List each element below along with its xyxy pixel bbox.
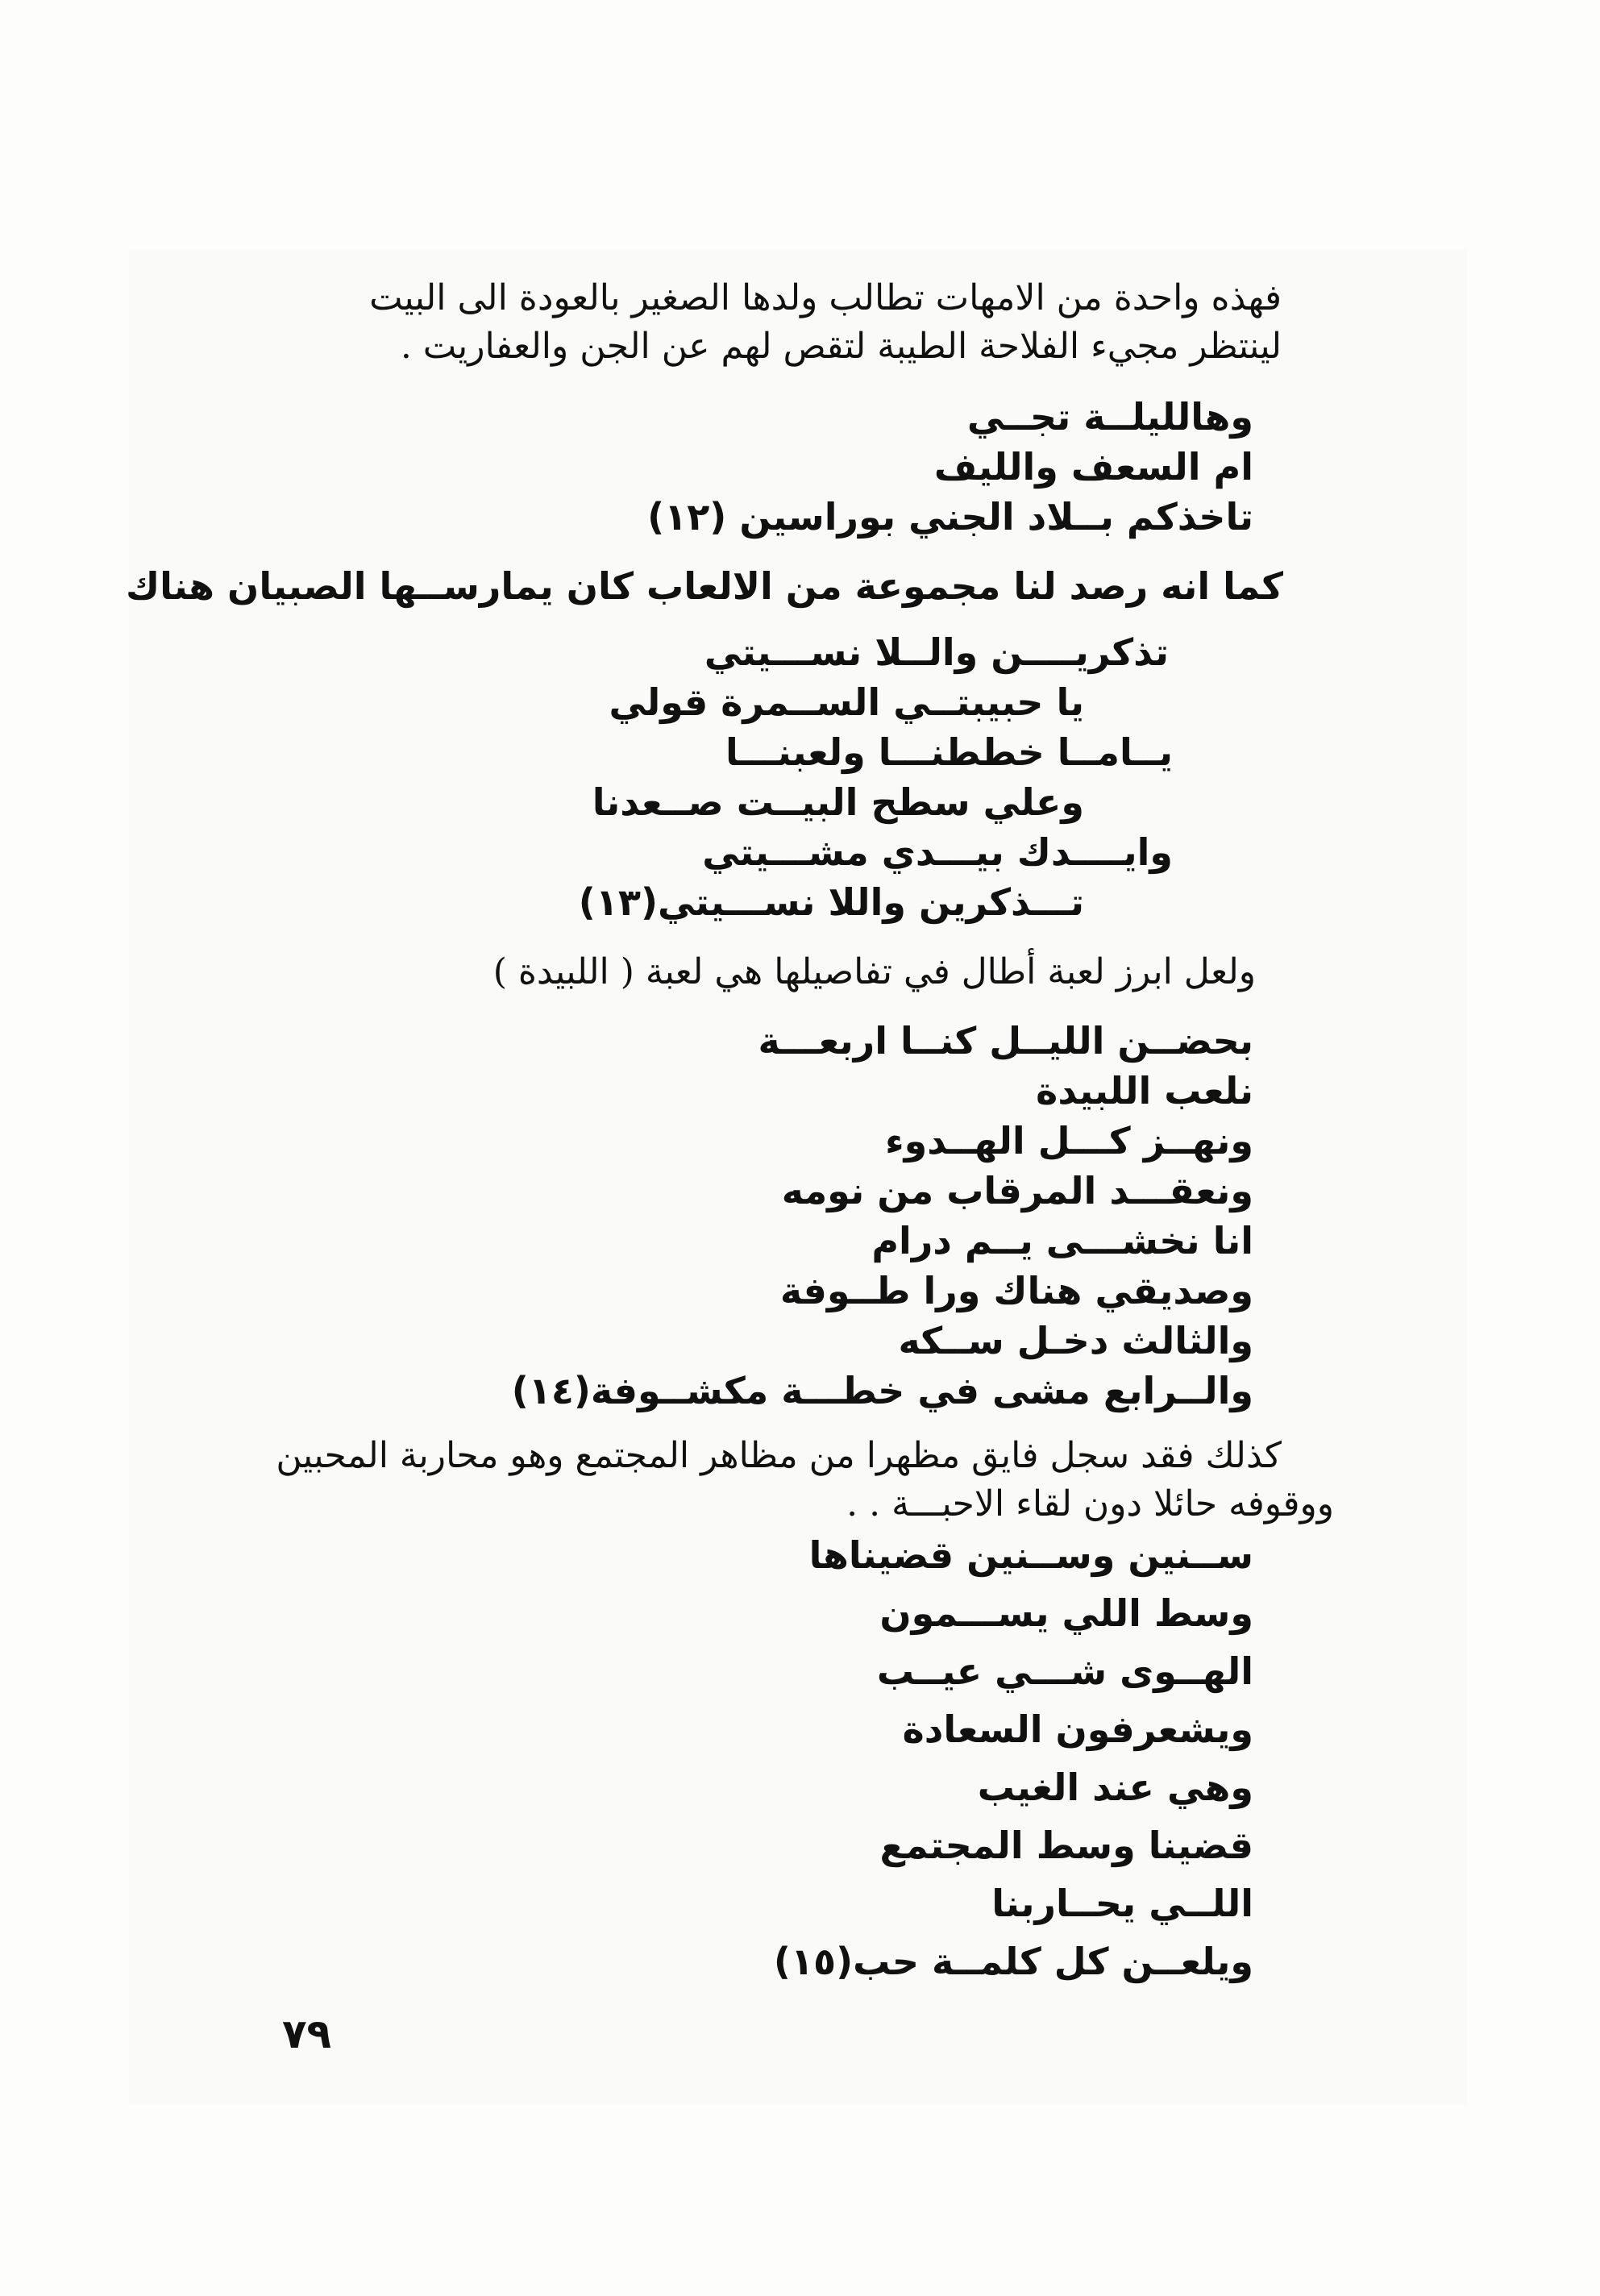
prose-line: فهذه واحدة من الامهات تطالب ولدها الصغير بالعودة الى البيت <box>369 277 1282 318</box>
verse-line: الهــوى شـــي عيــب <box>876 1649 1253 1693</box>
section-intro: كما انه رصد لنا مجموعة من الالعاب كان يمارســها الصبيان هناك <box>125 564 1283 608</box>
prose-line: لينتظر مجيء الفلاحة الطيبة لتقص لهم عن الجن والعفاريت . <box>400 326 1282 367</box>
verse-line: انا نخشـــى يــم درام <box>871 1219 1253 1262</box>
verse-line: وهي عند الغيب <box>977 1766 1253 1809</box>
verse-line: ســنين وســنين قضيناها <box>808 1533 1253 1577</box>
verse-line: ونعقـــد المرقاب من نومه <box>781 1169 1253 1212</box>
verse-line: ونهــز كـــل الهــدوء <box>885 1119 1253 1163</box>
verse-line: والثالث دخـل ســكه <box>898 1319 1253 1362</box>
verse-line: والــرابع مشى في خطـــة مكشــوفة(١٤) <box>511 1369 1253 1412</box>
verse-line: وعلي سطح البيــت صــعدنا <box>592 780 1084 824</box>
verse-line: ويشعرفون السعادة <box>902 1707 1253 1751</box>
verse-line: تذكريــــن والــلا نســـيتي <box>704 630 1169 674</box>
prose-line: ولعل ابرز لعبة أطال في تفاصيلها هي لعبة ( اللبيدة ) <box>492 951 1256 992</box>
verse-line: ويلعــن كل كلمــة حب(١٥) <box>773 1940 1253 1983</box>
verse-line: تاخذكم بــلاد الجني بوراسين (١٢) <box>647 495 1253 539</box>
verse-line: وسط اللي يســـمون <box>879 1591 1253 1635</box>
verse-line: يا حبيبتــي الســمرة قولي <box>609 680 1084 724</box>
verse-line: قضينا وسط المجتمع <box>879 1824 1253 1867</box>
verse-line: نلعب اللبيدة <box>1036 1069 1253 1113</box>
verse-line: اللــي يحــاربنا <box>991 1882 1253 1925</box>
prose-line: كذلك فقد سجل فايق مظهرا من مظاهر المجتمع وهو محاربة المحبين <box>276 1435 1282 1476</box>
page-number: ٧٩ <box>282 2011 332 2057</box>
verse-line: وهالليلــة تجــي <box>966 395 1253 439</box>
verse-line: ام السعف والليف <box>933 445 1253 489</box>
verse-line: يــامــا خططنـــا ولعبنـــا <box>725 730 1173 774</box>
prose-line: ووقوفه حائلا دون لقاء الاحبـــة . . <box>846 1483 1334 1524</box>
verse-line: وايــــدك بيـــدي مشـــيتي <box>702 830 1173 874</box>
verse-line: وصديقي هناك ورا طــوفة <box>779 1269 1253 1312</box>
verse-line: بحضــن الليــل كنــا اربعـــة <box>758 1019 1253 1063</box>
verse-line: تـــذكرين واللا نســـيتي(١٣) <box>578 880 1084 924</box>
